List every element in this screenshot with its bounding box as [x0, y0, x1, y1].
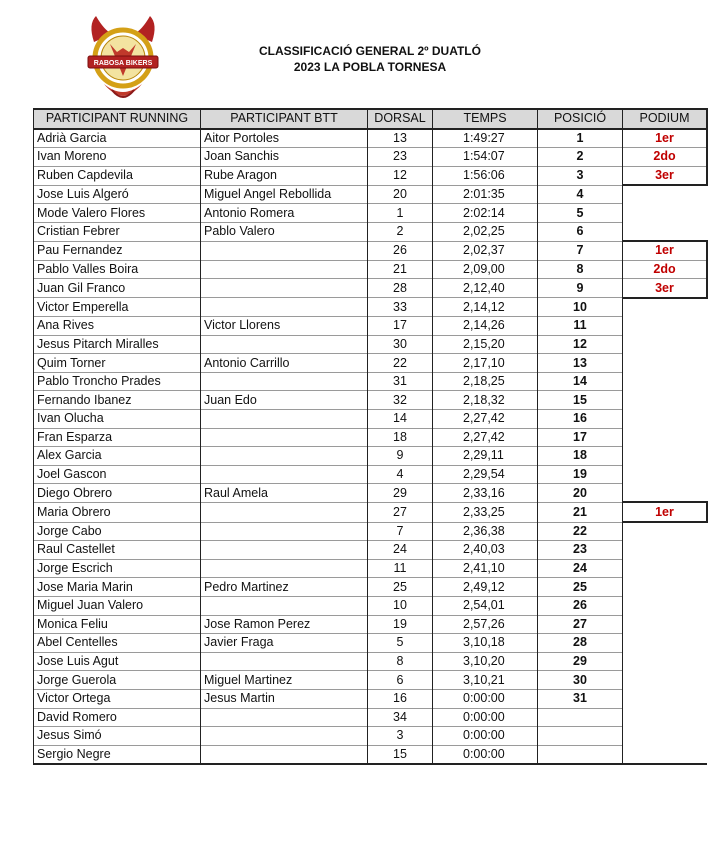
- participant-running-cell: Pablo Troncho Prades: [34, 372, 201, 391]
- participant-btt-cell: Raul Amela: [201, 484, 368, 503]
- dorsal-cell: 27: [368, 502, 433, 522]
- posicio-cell: 12: [538, 335, 623, 354]
- temps-cell: 2,14,12: [433, 298, 538, 317]
- table-row: [34, 354, 708, 373]
- temps-cell: 2,02,37: [433, 241, 538, 260]
- participant-btt-cell: Javier Fraga: [201, 634, 368, 653]
- podium-cell: [623, 484, 708, 503]
- table-row: [34, 166, 708, 185]
- posicio-cell: 11: [538, 317, 623, 336]
- posicio-cell: 15: [538, 391, 623, 410]
- participant-btt-cell: [201, 559, 368, 578]
- table-row: [34, 148, 708, 167]
- participant-running-cell: Monica Feliu: [34, 615, 201, 634]
- dorsal-cell: 24: [368, 541, 433, 560]
- participant-btt-cell: Pedro Martinez: [201, 578, 368, 597]
- participant-running-cell: Pablo Valles Boira: [34, 260, 201, 279]
- participant-running-cell: Alex Garcia: [34, 447, 201, 466]
- temps-cell: 2:02:14: [433, 204, 538, 223]
- dorsal-cell: 9: [368, 447, 433, 466]
- participant-running-cell: Abel Centelles: [34, 634, 201, 653]
- participant-btt-cell: [201, 652, 368, 671]
- posicio-cell: 6: [538, 223, 623, 242]
- table-row: [34, 335, 708, 354]
- table-row: [34, 279, 708, 298]
- participant-running-cell: Jesus Pitarch Miralles: [34, 335, 201, 354]
- podium-cell: 1er: [623, 241, 708, 260]
- dorsal-cell: 21: [368, 260, 433, 279]
- participant-running-cell: Ana Rives: [34, 317, 201, 336]
- participant-running-cell: Fran Esparza: [34, 428, 201, 447]
- participant-btt-cell: [201, 447, 368, 466]
- table-row: [34, 372, 708, 391]
- podium-cell: [623, 428, 708, 447]
- participant-btt-cell: [201, 522, 368, 541]
- dorsal-cell: 29: [368, 484, 433, 503]
- dorsal-cell: 14: [368, 410, 433, 429]
- podium-cell: 3er: [623, 166, 708, 185]
- col-posicio: POSICIÓ: [538, 109, 623, 129]
- posicio-cell: 19: [538, 465, 623, 484]
- posicio-cell: 18: [538, 447, 623, 466]
- table-row: [34, 727, 708, 746]
- participant-running-cell: Victor Ortega: [34, 689, 201, 708]
- table-row: [34, 634, 708, 653]
- table-row: [34, 708, 708, 727]
- participant-btt-cell: [201, 335, 368, 354]
- temps-cell: 2,54,01: [433, 596, 538, 615]
- temps-cell: 2,15,20: [433, 335, 538, 354]
- temps-cell: 2,14,26: [433, 317, 538, 336]
- participant-btt-cell: Rube Aragon: [201, 166, 368, 185]
- participant-running-cell: Raul Castellet: [34, 541, 201, 560]
- temps-cell: 2,29,11: [433, 447, 538, 466]
- podium-cell: [623, 671, 708, 690]
- participant-btt-cell: [201, 241, 368, 260]
- logo-text: RABOSA BIKERS: [93, 60, 153, 67]
- results-table: [33, 108, 708, 765]
- podium-cell: [623, 634, 708, 653]
- participant-btt-cell: Joan Sanchis: [201, 148, 368, 167]
- table-row: [34, 522, 708, 541]
- participant-running-cell: Quim Torner: [34, 354, 201, 373]
- posicio-cell: 17: [538, 428, 623, 447]
- col-participant-running: PARTICIPANT RUNNING: [34, 109, 201, 129]
- temps-cell: 2,18,25: [433, 372, 538, 391]
- podium-cell: [623, 410, 708, 429]
- title-line-2: 2023 LA POBLA TORNESA: [293, 60, 447, 74]
- participant-btt-cell: [201, 541, 368, 560]
- participant-btt-cell: [201, 428, 368, 447]
- podium-cell: [623, 541, 708, 560]
- posicio-cell: 14: [538, 372, 623, 391]
- podium-cell: [623, 578, 708, 597]
- podium-cell: [623, 317, 708, 336]
- dorsal-cell: 18: [368, 428, 433, 447]
- posicio-cell: 7: [538, 241, 623, 260]
- podium-cell: [623, 745, 708, 764]
- dorsal-cell: 10: [368, 596, 433, 615]
- posicio-cell: 27: [538, 615, 623, 634]
- table-row: [34, 689, 708, 708]
- podium-cell: [623, 185, 708, 204]
- participant-running-cell: Diego Obrero: [34, 484, 201, 503]
- table-row: [34, 241, 708, 260]
- podium-cell: [623, 354, 708, 373]
- table-row: [34, 671, 708, 690]
- podium-cell: [623, 372, 708, 391]
- table-row: [34, 391, 708, 410]
- temps-cell: 0:00:00: [433, 689, 538, 708]
- temps-cell: 0:00:00: [433, 745, 538, 764]
- dorsal-cell: 28: [368, 279, 433, 298]
- participant-btt-cell: Jesus Martin: [201, 689, 368, 708]
- posicio-cell: 3: [538, 166, 623, 185]
- dorsal-cell: 4: [368, 465, 433, 484]
- dorsal-cell: 1: [368, 204, 433, 223]
- dorsal-cell: 26: [368, 241, 433, 260]
- posicio-cell: 4: [538, 185, 623, 204]
- table-row: [34, 559, 708, 578]
- posicio-cell: 26: [538, 596, 623, 615]
- participant-running-cell: David Romero: [34, 708, 201, 727]
- posicio-cell: 5: [538, 204, 623, 223]
- temps-cell: 2,49,12: [433, 578, 538, 597]
- participant-btt-cell: [201, 410, 368, 429]
- posicio-cell: [538, 708, 623, 727]
- posicio-cell: 24: [538, 559, 623, 578]
- podium-cell: [623, 708, 708, 727]
- participant-btt-cell: [201, 708, 368, 727]
- col-participant-btt: PARTICIPANT BTT: [201, 109, 368, 129]
- posicio-cell: [538, 727, 623, 746]
- dorsal-cell: 3: [368, 727, 433, 746]
- dorsal-cell: 6: [368, 671, 433, 690]
- dorsal-cell: 34: [368, 708, 433, 727]
- posicio-cell: 28: [538, 634, 623, 653]
- podium-cell: [623, 596, 708, 615]
- podium-cell: [623, 689, 708, 708]
- participant-running-cell: Victor Emperella: [34, 298, 201, 317]
- participant-running-cell: Jorge Guerola: [34, 671, 201, 690]
- temps-cell: 2,33,16: [433, 484, 538, 503]
- table-row: [34, 185, 708, 204]
- table-row: [34, 541, 708, 560]
- participant-btt-cell: [201, 279, 368, 298]
- temps-cell: 2,09,00: [433, 260, 538, 279]
- document-title: [200, 43, 540, 75]
- posicio-cell: 23: [538, 541, 623, 560]
- podium-cell: 2do: [623, 148, 708, 167]
- dorsal-cell: 25: [368, 578, 433, 597]
- podium-cell: [623, 559, 708, 578]
- temps-cell: 2,40,03: [433, 541, 538, 560]
- participant-btt-cell: [201, 298, 368, 317]
- participant-running-cell: Ivan Moreno: [34, 148, 201, 167]
- podium-cell: [623, 727, 708, 746]
- table-row: [34, 596, 708, 615]
- podium-cell: [623, 522, 708, 541]
- table-row: [34, 465, 708, 484]
- posicio-cell: 31: [538, 689, 623, 708]
- posicio-cell: 13: [538, 354, 623, 373]
- participant-running-cell: Pau Fernandez: [34, 241, 201, 260]
- dorsal-cell: 2: [368, 223, 433, 242]
- participant-btt-cell: [201, 745, 368, 764]
- temps-cell: 3,10,20: [433, 652, 538, 671]
- dorsal-cell: 5: [368, 634, 433, 653]
- posicio-cell: 1: [538, 129, 623, 148]
- rabosa-bikers-logo: [82, 14, 164, 100]
- temps-cell: 2,17,10: [433, 354, 538, 373]
- dorsal-cell: 11: [368, 559, 433, 578]
- posicio-cell: 22: [538, 522, 623, 541]
- temps-cell: 1:56:06: [433, 166, 538, 185]
- table-row: [34, 298, 708, 317]
- podium-cell: [623, 465, 708, 484]
- temps-cell: 2:01:35: [433, 185, 538, 204]
- participant-running-cell: Mode Valero Flores: [34, 204, 201, 223]
- podium-cell: 1er: [623, 502, 708, 522]
- participant-btt-cell: Antonio Carrillo: [201, 354, 368, 373]
- participant-running-cell: Sergio Negre: [34, 745, 201, 764]
- participant-btt-cell: [201, 465, 368, 484]
- posicio-cell: 16: [538, 410, 623, 429]
- dorsal-cell: 19: [368, 615, 433, 634]
- posicio-cell: 20: [538, 484, 623, 503]
- temps-cell: 2,57,26: [433, 615, 538, 634]
- temps-cell: 3,10,18: [433, 634, 538, 653]
- temps-cell: 2,27,42: [433, 410, 538, 429]
- podium-cell: [623, 652, 708, 671]
- dorsal-cell: 16: [368, 689, 433, 708]
- participant-btt-cell: Victor Llorens: [201, 317, 368, 336]
- table-row: [34, 410, 708, 429]
- participant-running-cell: Jesus Simó: [34, 727, 201, 746]
- table-row: [34, 578, 708, 597]
- dorsal-cell: 12: [368, 166, 433, 185]
- dorsal-cell: 8: [368, 652, 433, 671]
- table-row: [34, 260, 708, 279]
- participant-btt-cell: Miguel Angel Rebollida: [201, 185, 368, 204]
- posicio-cell: 21: [538, 502, 623, 522]
- participant-running-cell: Jose Maria Marin: [34, 578, 201, 597]
- col-dorsal: DORSAL: [368, 109, 433, 129]
- temps-cell: 2,27,42: [433, 428, 538, 447]
- participant-running-cell: Maria Obrero: [34, 502, 201, 522]
- table-row: [34, 223, 708, 242]
- temps-cell: 2,33,25: [433, 502, 538, 522]
- table-row: [34, 745, 708, 764]
- podium-cell: [623, 391, 708, 410]
- posicio-cell: 10: [538, 298, 623, 317]
- temps-cell: 0:00:00: [433, 727, 538, 746]
- table-row: [34, 129, 708, 148]
- dorsal-cell: 23: [368, 148, 433, 167]
- posicio-cell: 8: [538, 260, 623, 279]
- table-row: [34, 652, 708, 671]
- table-row: [34, 615, 708, 634]
- table-row: [34, 502, 708, 522]
- dorsal-cell: 15: [368, 745, 433, 764]
- temps-cell: 2,29,54: [433, 465, 538, 484]
- posicio-cell: 30: [538, 671, 623, 690]
- temps-cell: 2,02,25: [433, 223, 538, 242]
- participant-running-cell: Jose Luis Algeró: [34, 185, 201, 204]
- dorsal-cell: 13: [368, 129, 433, 148]
- participant-btt-cell: [201, 372, 368, 391]
- participant-btt-cell: Pablo Valero: [201, 223, 368, 242]
- title-line-1: CLASSIFICACIÓ GENERAL 2º DUATLÓ: [259, 44, 481, 58]
- temps-cell: 2,36,38: [433, 522, 538, 541]
- posicio-cell: 9: [538, 279, 623, 298]
- dorsal-cell: 20: [368, 185, 433, 204]
- table-row: [34, 317, 708, 336]
- participant-btt-cell: Aitor Portoles: [201, 129, 368, 148]
- participant-btt-cell: Antonio Romera: [201, 204, 368, 223]
- participant-running-cell: Miguel Juan Valero: [34, 596, 201, 615]
- temps-cell: 3,10,21: [433, 671, 538, 690]
- col-temps: TEMPS: [433, 109, 538, 129]
- temps-cell: 2,41,10: [433, 559, 538, 578]
- temps-cell: 1:54:07: [433, 148, 538, 167]
- header-row: [34, 109, 708, 129]
- temps-cell: 0:00:00: [433, 708, 538, 727]
- participant-btt-cell: Jose Ramon Perez: [201, 615, 368, 634]
- participant-running-cell: Fernando Ibanez: [34, 391, 201, 410]
- podium-cell: [623, 447, 708, 466]
- participant-running-cell: Jose Luis Agut: [34, 652, 201, 671]
- posicio-cell: 29: [538, 652, 623, 671]
- posicio-cell: [538, 745, 623, 764]
- col-podium: PODIUM: [623, 109, 708, 129]
- table-row: [34, 428, 708, 447]
- participant-btt-cell: Miguel Martinez: [201, 671, 368, 690]
- podium-cell: [623, 204, 708, 223]
- podium-cell: [623, 615, 708, 634]
- podium-cell: 3er: [623, 279, 708, 298]
- podium-cell: [623, 335, 708, 354]
- dorsal-cell: 31: [368, 372, 433, 391]
- participant-running-cell: Adrià Garcia: [34, 129, 201, 148]
- posicio-cell: 25: [538, 578, 623, 597]
- podium-cell: 2do: [623, 260, 708, 279]
- participant-running-cell: Ivan Olucha: [34, 410, 201, 429]
- participant-running-cell: Ruben Capdevila: [34, 166, 201, 185]
- participant-running-cell: Juan Gil Franco: [34, 279, 201, 298]
- podium-cell: [623, 223, 708, 242]
- dorsal-cell: 30: [368, 335, 433, 354]
- table-row: [34, 204, 708, 223]
- participant-btt-cell: [201, 727, 368, 746]
- participant-btt-cell: [201, 502, 368, 522]
- temps-cell: 2,12,40: [433, 279, 538, 298]
- participant-running-cell: Cristian Febrer: [34, 223, 201, 242]
- podium-cell: [623, 298, 708, 317]
- dorsal-cell: 17: [368, 317, 433, 336]
- participant-btt-cell: Juan Edo: [201, 391, 368, 410]
- temps-cell: 1:49:27: [433, 129, 538, 148]
- dorsal-cell: 32: [368, 391, 433, 410]
- podium-cell: 1er: [623, 129, 708, 148]
- participant-btt-cell: [201, 260, 368, 279]
- participant-running-cell: Jorge Escrich: [34, 559, 201, 578]
- participant-running-cell: Joel Gascon: [34, 465, 201, 484]
- participant-running-cell: Jorge Cabo: [34, 522, 201, 541]
- table-row: [34, 484, 708, 503]
- dorsal-cell: 7: [368, 522, 433, 541]
- table-row: [34, 447, 708, 466]
- temps-cell: 2,18,32: [433, 391, 538, 410]
- dorsal-cell: 33: [368, 298, 433, 317]
- participant-btt-cell: [201, 596, 368, 615]
- dorsal-cell: 22: [368, 354, 433, 373]
- posicio-cell: 2: [538, 148, 623, 167]
